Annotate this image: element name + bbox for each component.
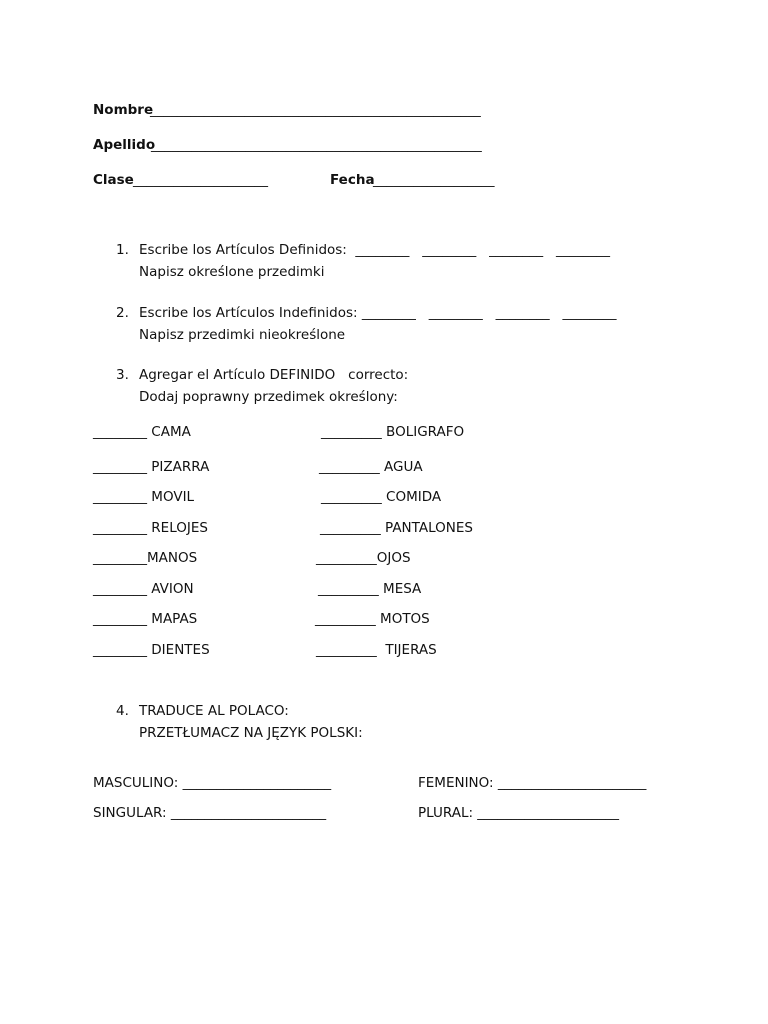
q3-item-right: _________ TIJERAS: [316, 642, 437, 658]
q3-item-left: ________ AVION: [93, 581, 194, 597]
q3-item-left: ________ RELOJES: [93, 520, 208, 536]
q3-item-left: ________ MOVIL: [93, 489, 195, 505]
q3-item-right: _________ PANTALONES: [320, 520, 473, 536]
plural-field: PLURAL: _____________________: [418, 805, 620, 821]
masculino-field: MASCULINO: ______________________: [93, 775, 332, 791]
fecha-line: __________________: [373, 172, 495, 188]
q3-item-right: _________OJOS: [316, 550, 411, 566]
apellido-label: Apellido: [93, 137, 156, 153]
q3-number: 3.: [116, 367, 129, 383]
q3-item-left: ________ PIZARRA: [93, 459, 210, 475]
q3-translation: Dodaj poprawny przedimek określony:: [139, 389, 398, 405]
q2-translation: Napisz przedimki nieokreślone: [139, 327, 346, 343]
q3-item-left: ________ MAPAS: [93, 611, 198, 627]
q1-translation: Napisz określone przedimki: [139, 264, 325, 280]
q3-item-left: ________MANOS: [93, 550, 198, 566]
q3-text: Agregar el Artículo DEFINIDO correcto:: [139, 367, 409, 383]
q3-item-left: ________ DIENTES: [93, 642, 210, 658]
q4-text: TRADUCE AL POLACO:: [139, 703, 289, 719]
q2-text: Escribe los Artículos Indefinidos: ________ ________ ________ ________: [139, 305, 617, 321]
q2-number: 2.: [116, 305, 129, 321]
femenino-field: FEMENINO: ______________________: [418, 775, 647, 791]
q3-item-right: _________ AGUA: [319, 459, 423, 475]
q3-item-right: _________ COMIDA: [321, 489, 442, 505]
q1-number: 1.: [116, 242, 129, 258]
nombre-label: Nombre: [93, 102, 154, 118]
nombre-line: _________________________________________________: [150, 102, 481, 118]
q1-text: Escribe los Artículos Definidos: ________ ________ ________ ________: [139, 242, 611, 258]
clase-line: ____________________: [133, 172, 268, 188]
q3-item-right: _________ BOLIGRAFO: [321, 424, 465, 440]
q3-item-left: ________ CAMA: [93, 424, 191, 440]
clase-label: Clase: [93, 172, 134, 188]
q3-item-right: _________ MESA: [318, 581, 422, 597]
fecha-label: Fecha: [330, 172, 375, 188]
q4-translation: PRZETŁUMACZ NA JĘZYK POLSKI:: [139, 725, 363, 741]
q3-item-right: _________ MOTOS: [315, 611, 430, 627]
singular-field: SINGULAR: _______________________: [93, 805, 327, 821]
apellido-line: _________________________________________________: [151, 137, 482, 153]
q4-number: 4.: [116, 703, 129, 719]
